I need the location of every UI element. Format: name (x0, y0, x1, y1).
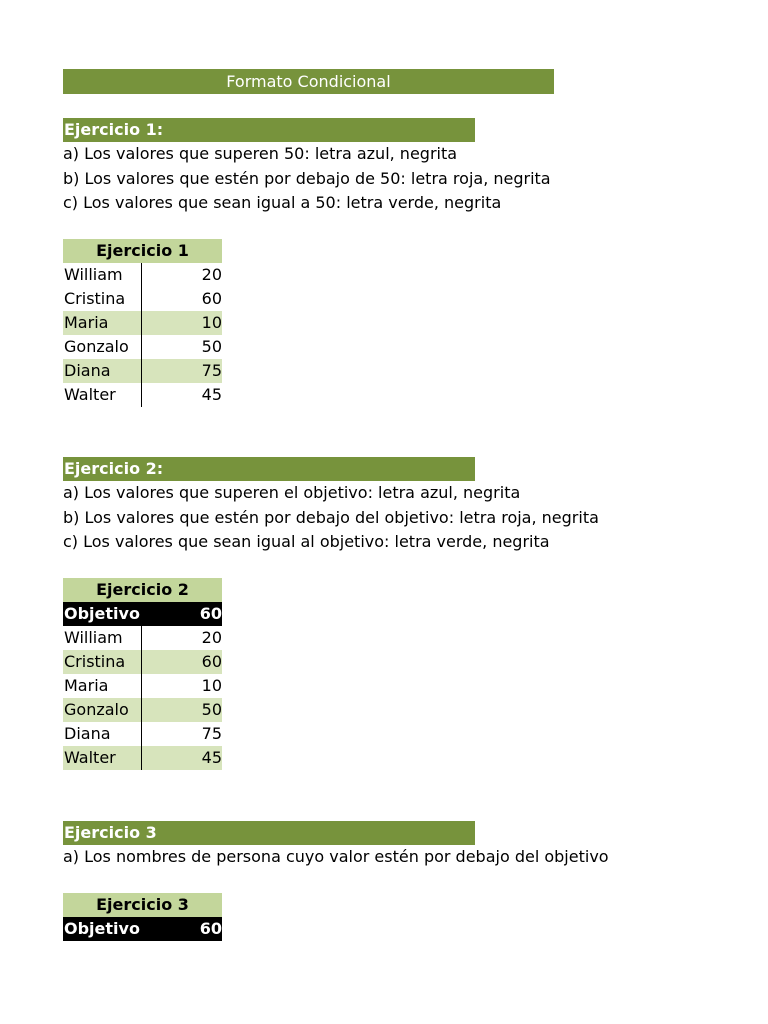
table-row (63, 287, 222, 311)
table-row (63, 698, 222, 722)
exercise-2-line-a: a) Los valores que superen el objetivo: letra azul, negrita (63, 483, 521, 502)
table-row (63, 263, 222, 287)
exercise-2-table-title: Ejercicio 2 (63, 578, 222, 602)
row-value: 60 (201, 652, 222, 671)
row-value: 45 (201, 748, 222, 767)
exercise-1-line-a: a) Los valores que superen 50: letra azul, negrita (63, 144, 458, 163)
exercise-2-table (63, 578, 222, 770)
row-value: 10 (201, 313, 222, 332)
table-row (63, 359, 222, 383)
row-value: 20 (201, 628, 222, 647)
exercise-3-line-a: a) Los nombres de persona cuyo valor estén por debajo del objetivo (63, 847, 609, 866)
row-name: Maria (63, 311, 142, 335)
objective-label: Objetivo (64, 919, 140, 938)
page-title: Formato Condicional (63, 69, 554, 94)
exercise-3-table (63, 893, 222, 941)
row-name: Maria (63, 674, 142, 698)
table-row (63, 626, 222, 650)
table-row (63, 650, 222, 674)
row-name: Walter (63, 383, 142, 407)
exercise-2-line-b: b) Los valores que estén por debajo del objetivo: letra roja, negrita (63, 508, 599, 527)
table-row (63, 383, 222, 407)
exercise-2-line-c: c) Los valores que sean igual al objetivo: letra verde, negrita (63, 532, 550, 551)
row-value: 75 (201, 361, 222, 380)
exercise-1-line-b: b) Los valores que estén por debajo de 50: letra roja, negrita (63, 169, 551, 188)
row-name: Gonzalo (63, 698, 142, 722)
row-value: 10 (201, 676, 222, 695)
table-row (63, 722, 222, 746)
exercise-2-header: Ejercicio 2: (63, 457, 475, 481)
objective-value: 60 (199, 919, 222, 938)
row-name: Gonzalo (63, 335, 142, 359)
table-row (63, 674, 222, 698)
row-value: 50 (201, 337, 222, 356)
exercise-1-line-c: c) Los valores que sean igual a 50: letra verde, negrita (63, 193, 502, 212)
exercise-3-header: Ejercicio 3 (63, 821, 475, 845)
exercise-1-table-title: Ejercicio 1 (63, 239, 222, 263)
row-value: 75 (201, 724, 222, 743)
table-row (63, 746, 222, 770)
objective-value: 60 (199, 604, 222, 623)
objective-label: Objetivo (64, 604, 140, 623)
row-value: 60 (201, 289, 222, 308)
row-name: Cristina (63, 650, 142, 674)
exercise-1-header: Ejercicio 1: (63, 118, 475, 142)
table-row (63, 311, 222, 335)
row-name: William (63, 263, 142, 287)
objective-row (63, 917, 222, 941)
exercise-3-table-title: Ejercicio 3 (63, 893, 222, 917)
row-value: 50 (201, 700, 222, 719)
row-name: Diana (63, 722, 142, 746)
row-name: William (63, 626, 142, 650)
table-row (63, 335, 222, 359)
row-name: Cristina (63, 287, 142, 311)
row-name: Diana (63, 359, 142, 383)
row-value: 20 (201, 265, 222, 284)
objective-row (63, 602, 222, 626)
exercise-1-table (63, 239, 222, 407)
row-value: 45 (201, 385, 222, 404)
row-name: Walter (63, 746, 142, 770)
